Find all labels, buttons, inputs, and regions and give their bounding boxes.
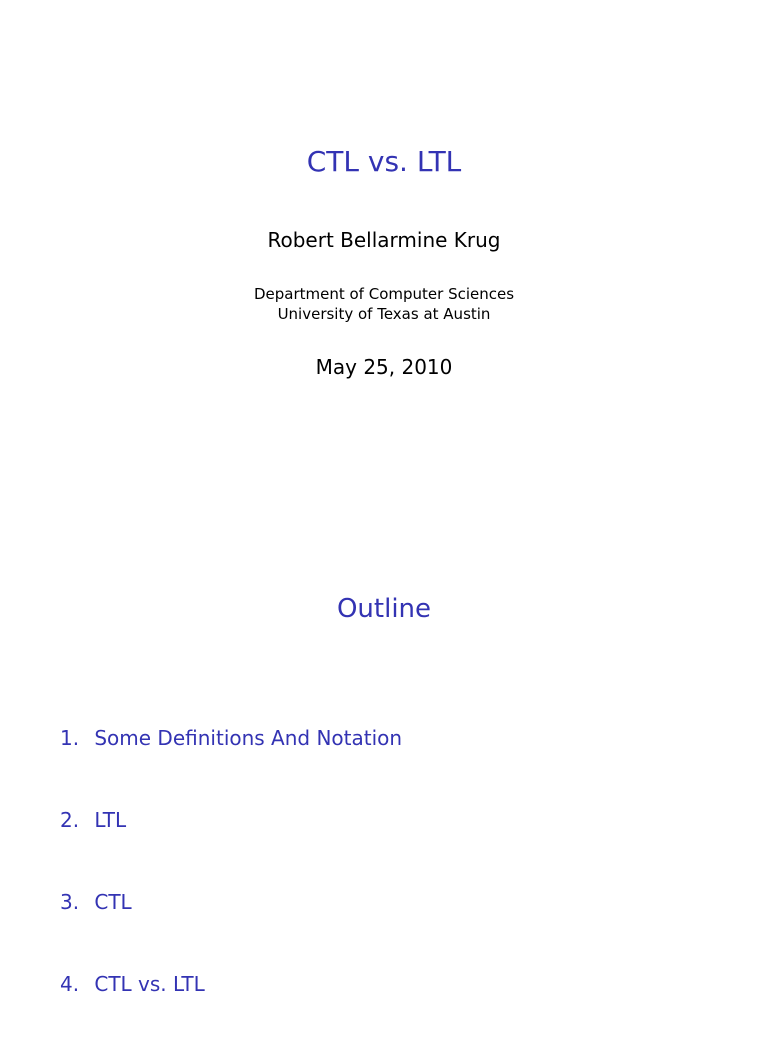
presentation-date: May 25, 2010 — [315, 355, 453, 379]
outline-item-label: CTL — [94, 890, 132, 914]
institute-university: University of Texas at Austin — [277, 305, 491, 323]
outline-item — [60, 888, 402, 970]
outline-item-label: LTL — [94, 808, 127, 832]
outline-item — [60, 724, 402, 806]
outline-list — [60, 724, 402, 1052]
outline-item-number: 3. — [60, 890, 80, 914]
outline-slide — [0, 512, 768, 1024]
outline-item-label: Some Definitions And Notation — [94, 726, 403, 750]
outline-heading: Outline — [336, 594, 432, 624]
outline-item-number: 2. — [60, 808, 80, 832]
outline-item — [60, 806, 402, 888]
outline-item — [60, 970, 402, 1052]
outline-item-number: 4. — [60, 972, 80, 996]
outline-item-label: CTL vs. LTL — [94, 972, 205, 996]
presentation-title: CTL vs. LTL — [306, 145, 462, 178]
author-name: Robert Bellarmine Krug — [267, 228, 501, 252]
institute — [0, 284, 768, 324]
institute-department: Department of Computer Sciences — [253, 285, 515, 303]
outline-item-number: 1. — [60, 726, 80, 750]
title-slide — [0, 0, 768, 512]
